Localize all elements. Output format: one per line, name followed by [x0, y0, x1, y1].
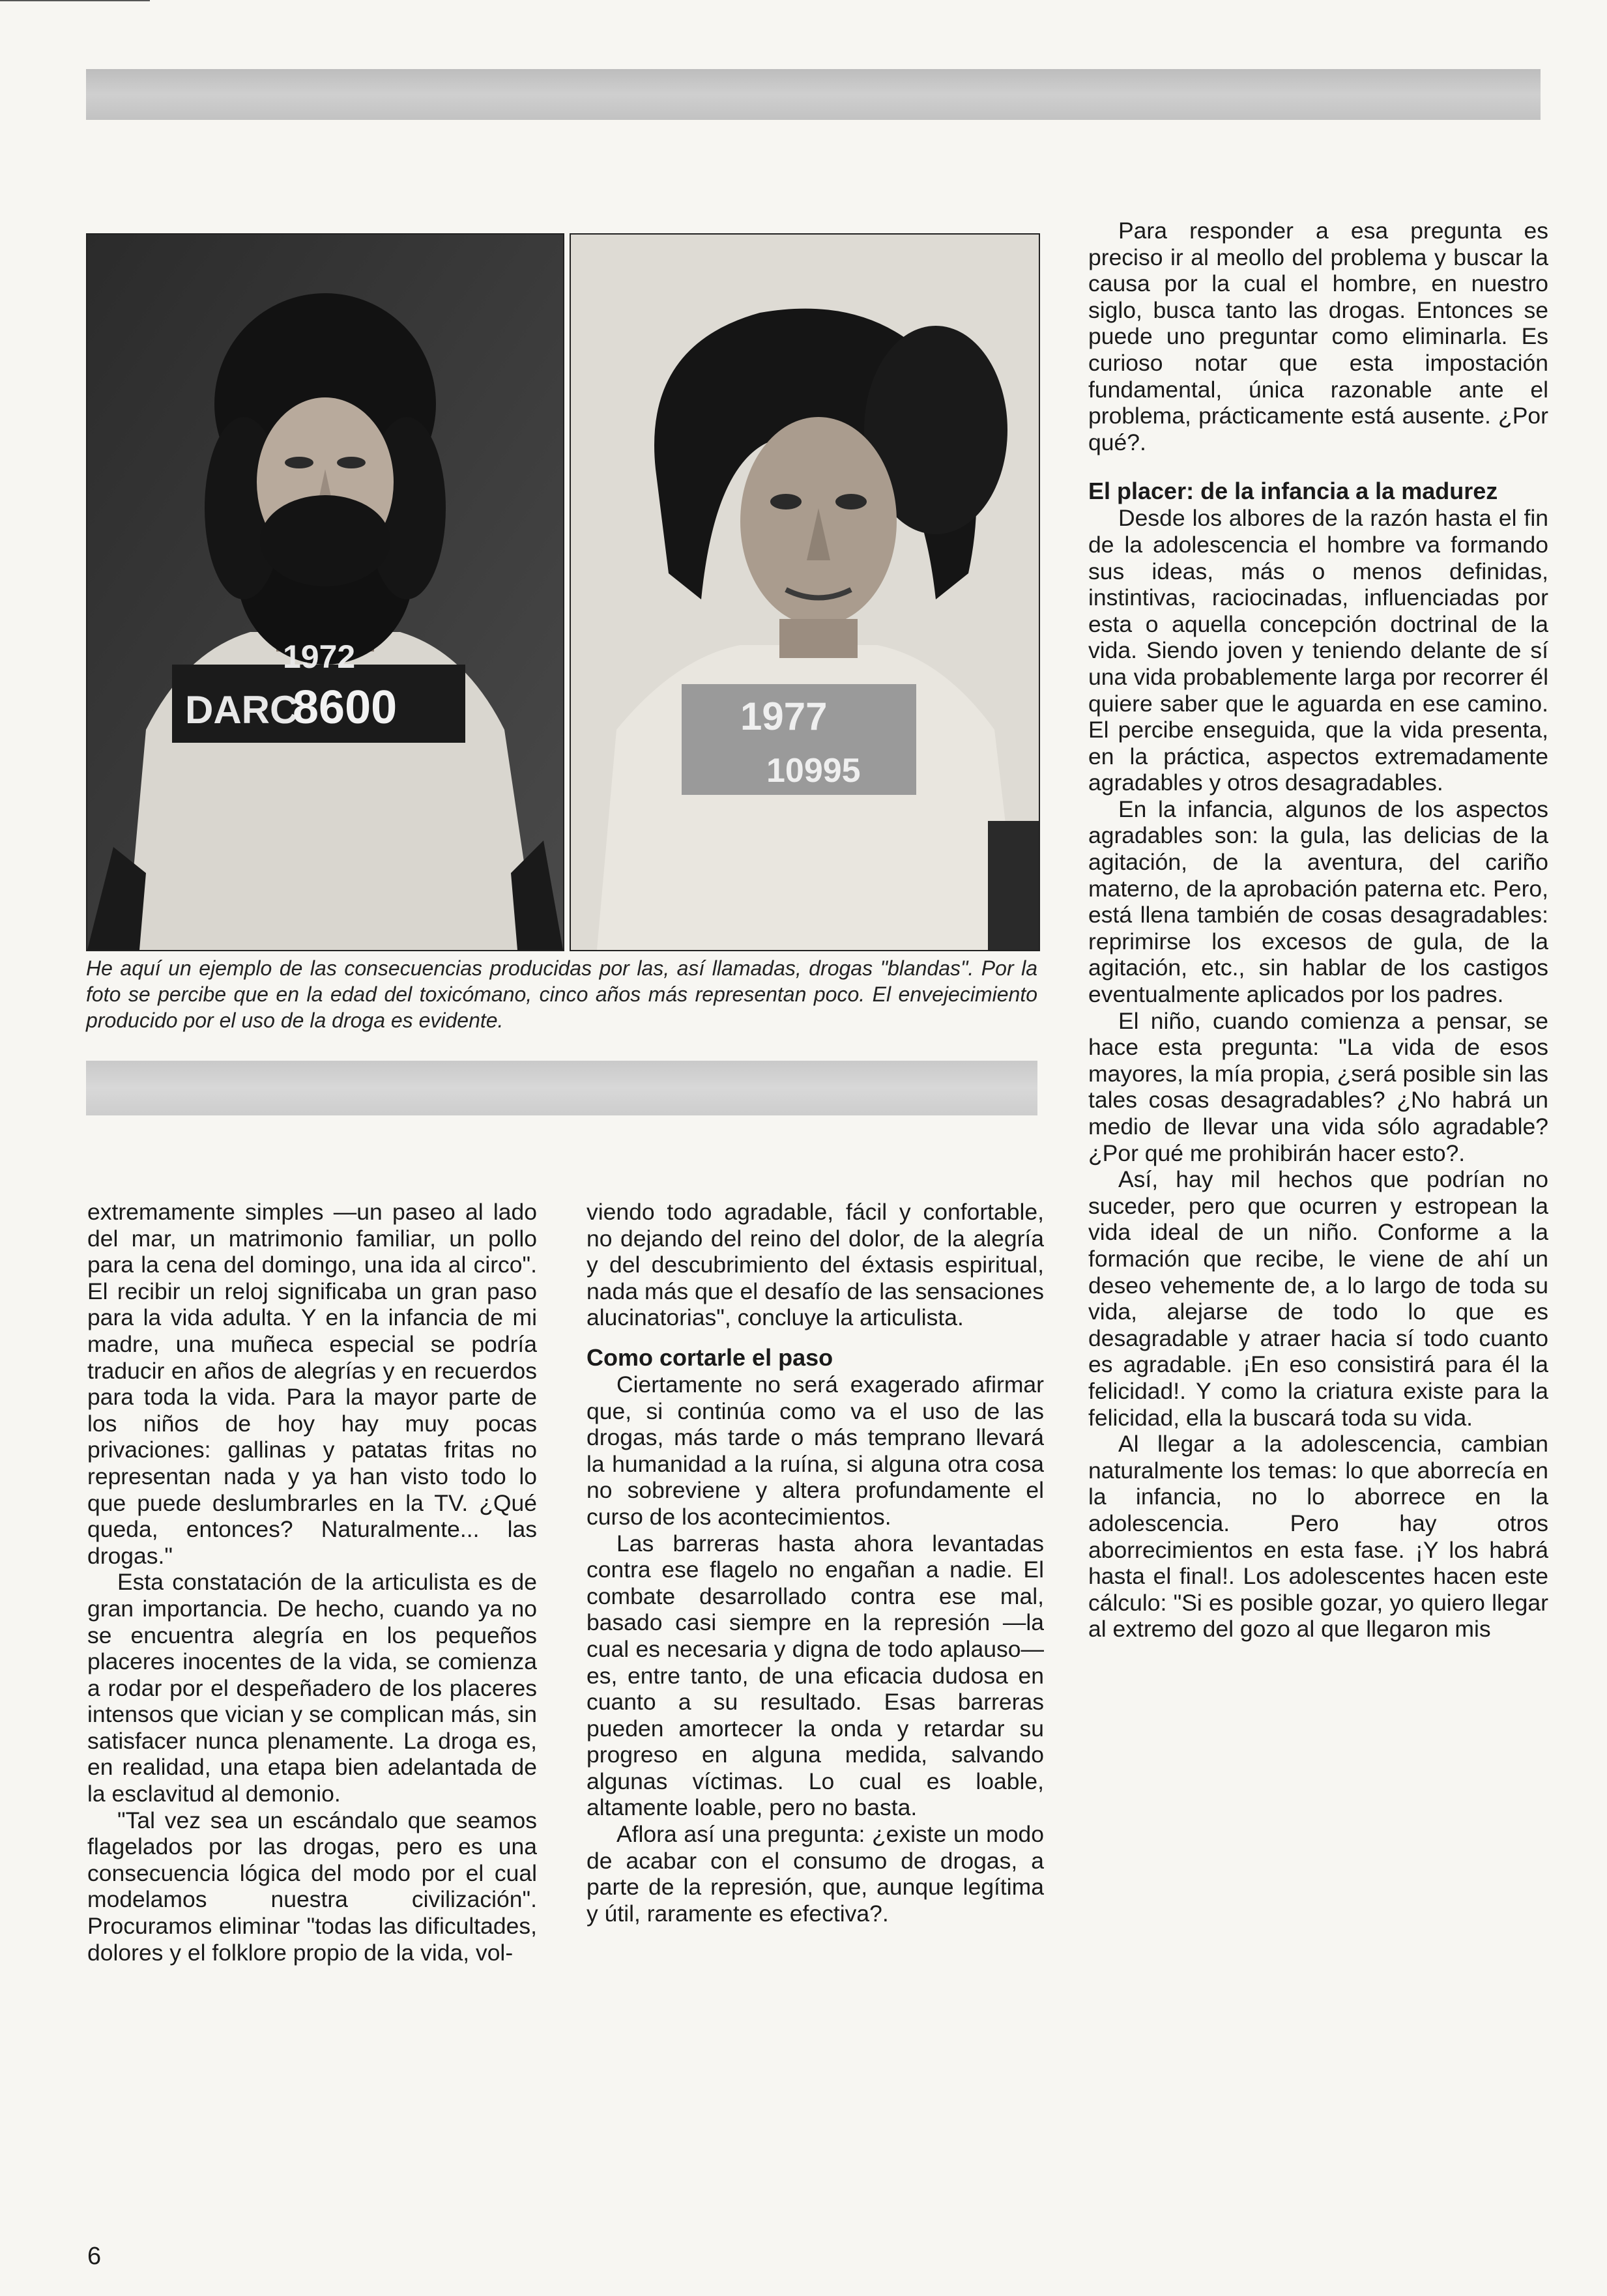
- column-left: [87, 1199, 537, 1966]
- placard-number: 8600: [293, 682, 398, 734]
- section-heading: El placer: de la infancia a la madurez: [1088, 478, 1498, 505]
- paragraph: Así, hay mil hechos que podrían no suceder, pero que ocurren y estropean la vida ideal de un niño. Conforme a la formación que recibe, le viene de ahí un deseo vehemente de, a lo largo de toda su vida, alejarse de todo lo que es desagradable y atraer hacia sí todo cuanto es agradable. ¡En eso consistirá para él la felicidad!. Y como la criatura existe para la felicidad, ella la buscará toda su vida.: [1088, 1166, 1548, 1431]
- paragraph: Esta constatación de la articulista es de gran importancia. De hecho, cuando ya no se encuentra alegría en los pequeños placeres inocentes de la vida, se comienza a rodar por el despeñadero de los placeres intensos que vician y se complican más, sin satisfacer nunca plenamente. La droga es, en realidad, una etapa bien adelantada de la esclavitud al demonio.: [87, 1569, 537, 1807]
- photo-bearded-man: [86, 233, 564, 951]
- paragraph: Aflora así una pregunta: ¿existe un modo de acabar con el consumo de drogas, a parte de la represión, que, aunque legítima y útil, raramente es efectiva?.: [586, 1821, 1044, 1927]
- paragraph: Para responder a esa pregunta es preciso ir al meollo del problema y buscar la causa por la cual el hombre, en nuestro siglo, busca tanto las drogas. Entonces se puede uno preguntar como eliminarla. Es curioso notar que esta impostación fundamental, única razonable ante el problema, prácticamente está ausente. ¿Por qué?.: [1088, 218, 1548, 455]
- mugshot-illustration-2: [571, 235, 1039, 950]
- paragraph: viendo todo agradable, fácil y confortable, no dejando del reino del dolor, de la alegría y del descubrimiento del éxtasis espiritual, nada más que el desafío de las sensaciones alucinatorias", concluye la articulista.: [586, 1199, 1044, 1331]
- photo-long-hair-man: [570, 233, 1040, 951]
- paragraph: El niño, cuando comienza a pensar, se hace esta pregunta: "La vida de esos mayores, la mía propia, ¿será posible sin las tales cosas desagradables? ¿No habrá un medio de llevar una vida sólo agradable? ¿Por qué me prohibirán hacer esto?.: [1088, 1007, 1548, 1166]
- column-middle: [586, 1199, 1044, 1927]
- paragraph: extremamente simples —un paseo al lado del mar, un matrimonio familiar, un pollo para la cena del domingo, una ida al circo". El recibir un reloj significaba un gran paso para la vida adulta. Y en la infancia de mi madre, una muñeca especial se podría traducir en años de alegrías y en recuerdos para toda la vida. Para la mayor parte de los niños de hoy hay muy pocas privaciones: gallinas y patatas fritas no representan nada y ya han visto todo lo que puede deslumbrarles en la TV. ¿Qué queda, entonces? Naturalmente... las drogas.": [87, 1199, 537, 1569]
- paragraph: Desde los albores de la razón hasta el fin de la adolescencia el hombre va formando sus ideas, más o menos definidas, instintivas, raciocinadas, influenciadas por esta o aquella concepción doctrinal de la vida. Siendo joven y teniendo delante de sí una vida probablemente larga por recorrer él quiere saber que le aguarda en ese camino. El percibe enseguida, que la vida presenta, en la práctica, aspectos extremadamente agradables y otros desagradables.: [1088, 505, 1548, 796]
- section-band: [86, 1061, 1037, 1115]
- page-number: 6: [87, 2243, 102, 2270]
- placard-year: 1972: [283, 639, 356, 675]
- paragraph: Las barreras hasta ahora levantadas contra ese flagelo no engañan a nadie. El combate desarrollado contra ese mal, basado casi siempre en la represión —la cual es necesaria y digna de todo aplauso— es, entre tanto, de una eficacia dudosa en cuanto a su resultado. Esas barreras pueden amortecer la onda y retardar su progreso en alguna medida, salvando algunas víctimas. Lo cual es loable, altamente loable, pero no basta.: [586, 1530, 1044, 1821]
- placard-prefix: DARC: [185, 688, 298, 732]
- photo-caption: He aquí un ejemplo de las consecuencias producidas por las, así llamadas, drogas "blandas". Por la foto se percibe que en la edad del toxicómano, cinco años más representan poco. El envejecimiento producido por el uso de la droga es evidente.: [86, 956, 1037, 1032]
- placard-number: 10995: [766, 752, 861, 790]
- top-rule: [0, 0, 150, 1]
- placard-year: 1977: [740, 695, 828, 738]
- mugshot-illustration-1: [87, 235, 563, 950]
- column-right: [1088, 218, 1548, 1643]
- paragraph: Ciertamente no será exagerado afirmar que, si continúa como va el uso de las drogas, más tarde o más temprano llevará la humanidad a la ruína, si alguna otra cosa no sobreviene y altera profundamente el curso de los acontecimientos.: [586, 1371, 1044, 1530]
- paragraph: En la infancia, algunos de los aspectos agradables son: la gula, las delicias de la agitación, de la aventura, del cariño materno, de la aprobación paterna etc. Pero, está llena también de cosas desagradables: reprimirse los excesos de gula, de la agitación, etc., sin hablar de los castigos eventualmente aplicados por los padres.: [1088, 796, 1548, 1008]
- paragraph: "Tal vez sea un escándalo que seamos flagelados por las drogas, pero es una consecuencia lógica del modo por el cual modelamos nuestra civilización". Procuramos eliminar "todas las dificultades, dolores y el folklore propio de la vida, vol-: [87, 1807, 537, 1966]
- section-heading: Como cortarle el paso: [586, 1343, 833, 1371]
- paragraph: Al llegar a la adolescencia, cambian naturalmente los temas: lo que aborrecía en la infancia, no lo aborrece en la adolescencia. Pero hay otros aborrecimientos en esta fase. ¡Y los habrá hasta el final!. Los adolescentes hacen este cálculo: "Si es posible gozar, yo quiero llegar al extremo del gozo al que llegaron mis: [1088, 1431, 1548, 1643]
- header-band: [86, 69, 1541, 120]
